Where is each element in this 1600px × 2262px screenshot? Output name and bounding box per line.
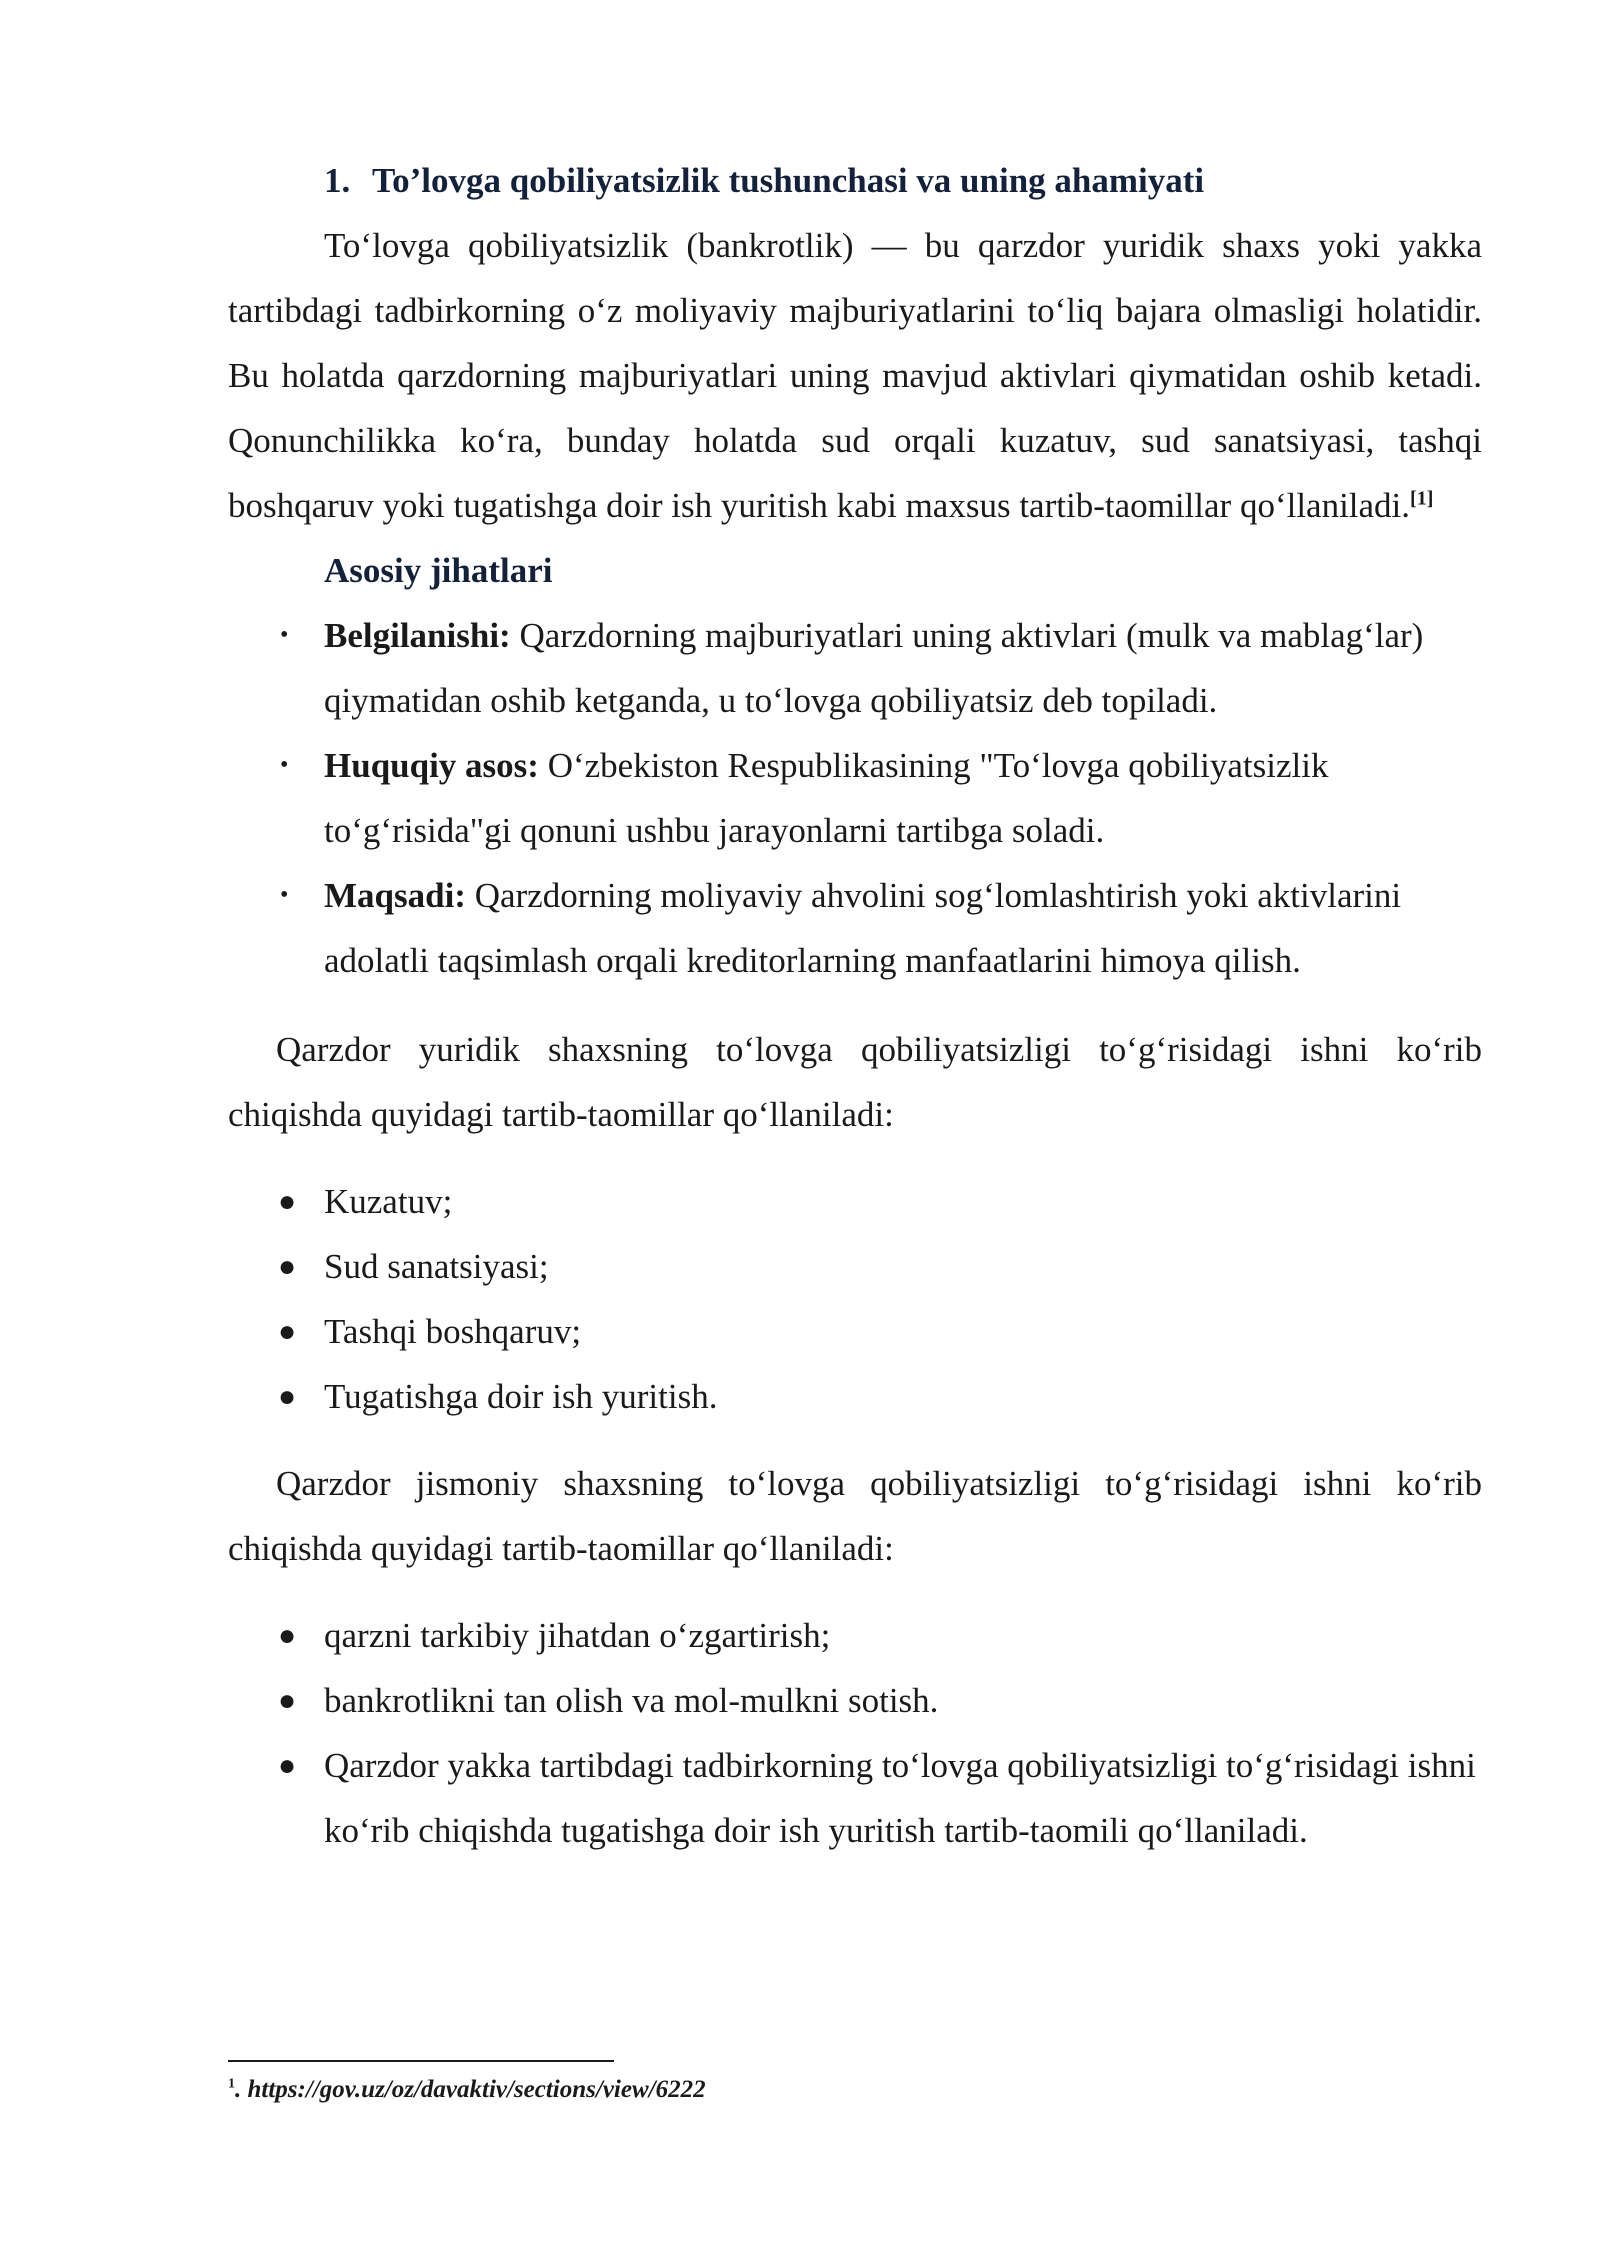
list-item-term: Huquqiy asos:: [324, 746, 539, 785]
bullet-icon: ●: [278, 1749, 297, 1782]
legal-entity-paragraph: Qarzdor yuridik shaxsning to‘lovga qobiliyatsizligi to‘g‘risidagi ishni ko‘rib chiqishda quyidagi tartib-taomillar qo‘llaniladi:: [228, 1030, 1482, 1134]
list-item: [228, 1234, 1482, 1299]
list-item-text: Tashqi boshqaruv;: [324, 1312, 582, 1351]
key-aspects-list: [228, 603, 1482, 993]
footnote-separator: [228, 2060, 614, 2062]
individual-paragraph: Qarzdor jismoniy shaxsning to‘lovga qobiliyatsizligi to‘g‘risidagi ishni ko‘rib chiqishda quyidagi tartib-taomillar qo‘llaniladi:: [228, 1464, 1482, 1568]
list-item: [228, 1299, 1482, 1364]
list-item: [228, 603, 1482, 733]
footnote-mark: 1: [228, 2076, 235, 2092]
list-item: [228, 1733, 1482, 1863]
bullet-icon: •: [280, 882, 289, 908]
list-item: [228, 1169, 1482, 1234]
list-item-text: Qarzdor yakka tartibdagi tadbirkorning to‘lovga qobiliyatsizligi to‘g‘risidagi ishni ko‘rib chiqishda tugatishga doir ish yuritish tartib-taomili qo‘llaniladi.: [324, 1746, 1476, 1850]
bullet-icon: •: [280, 752, 289, 778]
bullet-icon: ●: [278, 1250, 297, 1283]
spacer: [228, 993, 1482, 1017]
list-item: [228, 1603, 1482, 1668]
intro-text: To‘lovga qobiliyatsizlik (bankrotlik) — bu qarzdor yuridik shaxs yoki yakka tartibdagi tadbirkorning o‘z moliyaviy majburiyatlarini to‘liq bajara olmasligi holatidir. Bu holatda qarzdorning majburiyatlari uning mavjud aktivlari qiymatidan oshib ketadi. Qonunchilikka ko‘ra, bunday holatda sud orqali kuzatuv, sud sanatsiyasi, tashqi boshqaruv yoki tugatishga doir ish yuritish kabi maxsus tartib-taomillar qo‘llaniladi.: [228, 226, 1482, 525]
spacer: [228, 1147, 1482, 1169]
list-item-text: Tugatishga doir ish yuritish.: [324, 1377, 718, 1416]
footnote: [228, 2072, 706, 2108]
list-item-text: bankrotlikni tan olish va mol-mulkni sotish.: [324, 1681, 939, 1720]
spacer: [228, 1581, 1482, 1603]
list-item-text: Qarzdorning majburiyatlari uning aktivlari (mulk va mablag‘lar) qiymatidan oshib ketganda, u to‘lovga qobiliyatsiz deb topiladi.: [324, 616, 1424, 720]
list-item: [228, 1364, 1482, 1429]
intro-paragraph: [228, 213, 1482, 538]
list-item: [228, 733, 1482, 863]
list-item-text: qarzni tarkibiy jihatdan o‘zgartirish;: [324, 1616, 831, 1655]
list-item: [228, 863, 1482, 993]
spacer: [228, 1429, 1482, 1451]
footnote-reference[interactable]: [1]: [1410, 487, 1434, 510]
bullet-icon: •: [280, 622, 289, 648]
bullet-icon: ●: [278, 1185, 297, 1218]
bullet-icon: ●: [278, 1684, 297, 1717]
section-title: To’lovga qobiliyatsizlik tushunchasi va uning ahamiyati: [372, 161, 1205, 200]
section-number: 1.: [324, 161, 351, 200]
list-item-text: Kuzatuv;: [324, 1182, 453, 1221]
individual-procedures-list: [228, 1603, 1482, 1863]
list-item: [228, 1668, 1482, 1733]
bullet-icon: ●: [278, 1380, 297, 1413]
footnote-link[interactable]: . https://gov.uz/oz/davaktiv/sections/view/6222: [235, 2076, 706, 2103]
list-item-text: O‘zbekiston Respublikasining "To‘lovga qobiliyatsizlik to‘g‘risida"gi qonuni ushbu jarayonlarni tartibga soladi.: [324, 746, 1329, 850]
list-item-term: Belgilanishi:: [324, 616, 511, 655]
document-body: [228, 148, 1482, 1863]
bullet-icon: ●: [278, 1315, 297, 1348]
bullet-icon: ●: [278, 1619, 297, 1652]
legal-entity-procedures-list: [228, 1169, 1482, 1429]
list-item-term: Maqsadi:: [324, 876, 466, 915]
list-item-text: Sud sanatsiyasi;: [324, 1247, 549, 1286]
section-heading: [228, 148, 1482, 213]
key-aspects-heading: Asosiy jihatlari: [324, 551, 553, 590]
list-item-text: Qarzdorning moliyaviy ahvolini sog‘lomlashtirish yoki aktivlarini adolatli taqsimlash orqali kreditorlarning manfaatlarini himoya qilish.: [324, 876, 1402, 980]
